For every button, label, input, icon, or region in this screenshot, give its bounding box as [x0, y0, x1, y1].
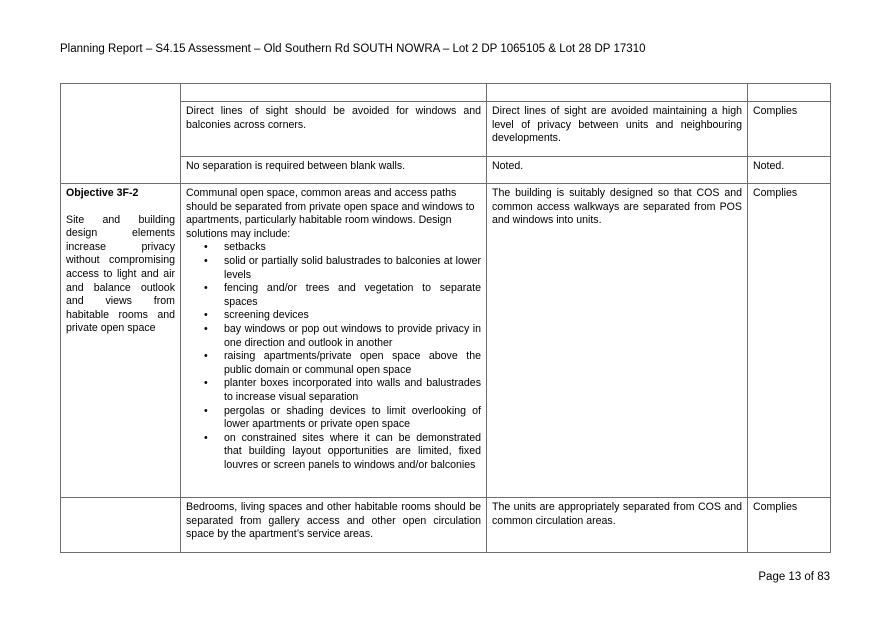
list-item: • fencing and/or trees and vegetation to separate spaces [224, 282, 481, 309]
list-item: • raising apartments/private open space above the public domain or communal open space [224, 350, 481, 377]
comment-cell: Direct lines of sight are avoided maintaining a high level of privacy between units and neighbouring developments. [487, 102, 748, 157]
control-intro: Communal open space, common areas and access paths should be separated from private open space and windows to apartments, particularly habitable room windows. Design solutions may include: [186, 187, 475, 240]
list-item: • screening devices [224, 309, 481, 323]
control-cell [181, 184, 487, 498]
comment-cell: The building is suitably designed so that COS and common access walkways are separated from POS and windows into units. [487, 184, 748, 498]
table-row [61, 184, 831, 498]
compliance-cell: Complies [748, 184, 831, 498]
compliance-cell: Noted. [748, 157, 831, 184]
assessment-table [60, 83, 831, 553]
objective-title: Objective 3F-2 [66, 187, 139, 199]
list-item: • on constrained sites where it can be demonstrated that building layout opportunities are limited, fixed louvres or screen panels to windows and/or balconies [224, 432, 481, 473]
page-number: Page 13 of 83 [758, 571, 830, 583]
page-header: Planning Report – S4.15 Assessment – Old Southern Rd SOUTH NOWRA – Lot 2 DP 1065105 & Lot 28 DP 17310 [60, 43, 646, 55]
compliance-cell [748, 84, 831, 102]
list-item: • pergolas or shading devices to limit overlooking of lower apartments or private open space [224, 405, 481, 432]
table-row [61, 498, 831, 553]
list-item: • planter boxes incorporated into walls and balustrades to increase visual separation [224, 377, 481, 404]
comment-cell: The units are appropriately separated from COS and common circulation areas. [487, 498, 748, 553]
list-item: • solid or partially solid balustrades to balconies at lower levels [224, 255, 481, 282]
list-item: • setbacks [224, 241, 481, 255]
table-row [61, 84, 831, 102]
list-item: • bay windows or pop out windows to provide privacy in one direction and outlook in another [224, 323, 481, 350]
comment-cell: Noted. [487, 157, 748, 184]
compliance-cell: Complies [748, 102, 831, 157]
control-cell: Bedrooms, living spaces and other habitable rooms should be separated from gallery access and other open circulation space by the apartment’s service areas. [181, 498, 487, 553]
control-cell: Direct lines of sight should be avoided for windows and balconies across corners. [181, 102, 487, 157]
compliance-cell: Complies [748, 498, 831, 553]
design-solutions-list [186, 241, 481, 472]
objective-cell [61, 184, 181, 498]
control-cell [181, 84, 487, 102]
comment-cell [487, 84, 748, 102]
objective-description: Site and building design elements increase privacy without compromising access to light and air and balance outlook and views from habitable rooms and private open space [66, 213, 175, 335]
objective-cell [61, 498, 181, 553]
control-cell: No separation is required between blank walls. [181, 157, 487, 184]
objective-cell [61, 84, 181, 184]
